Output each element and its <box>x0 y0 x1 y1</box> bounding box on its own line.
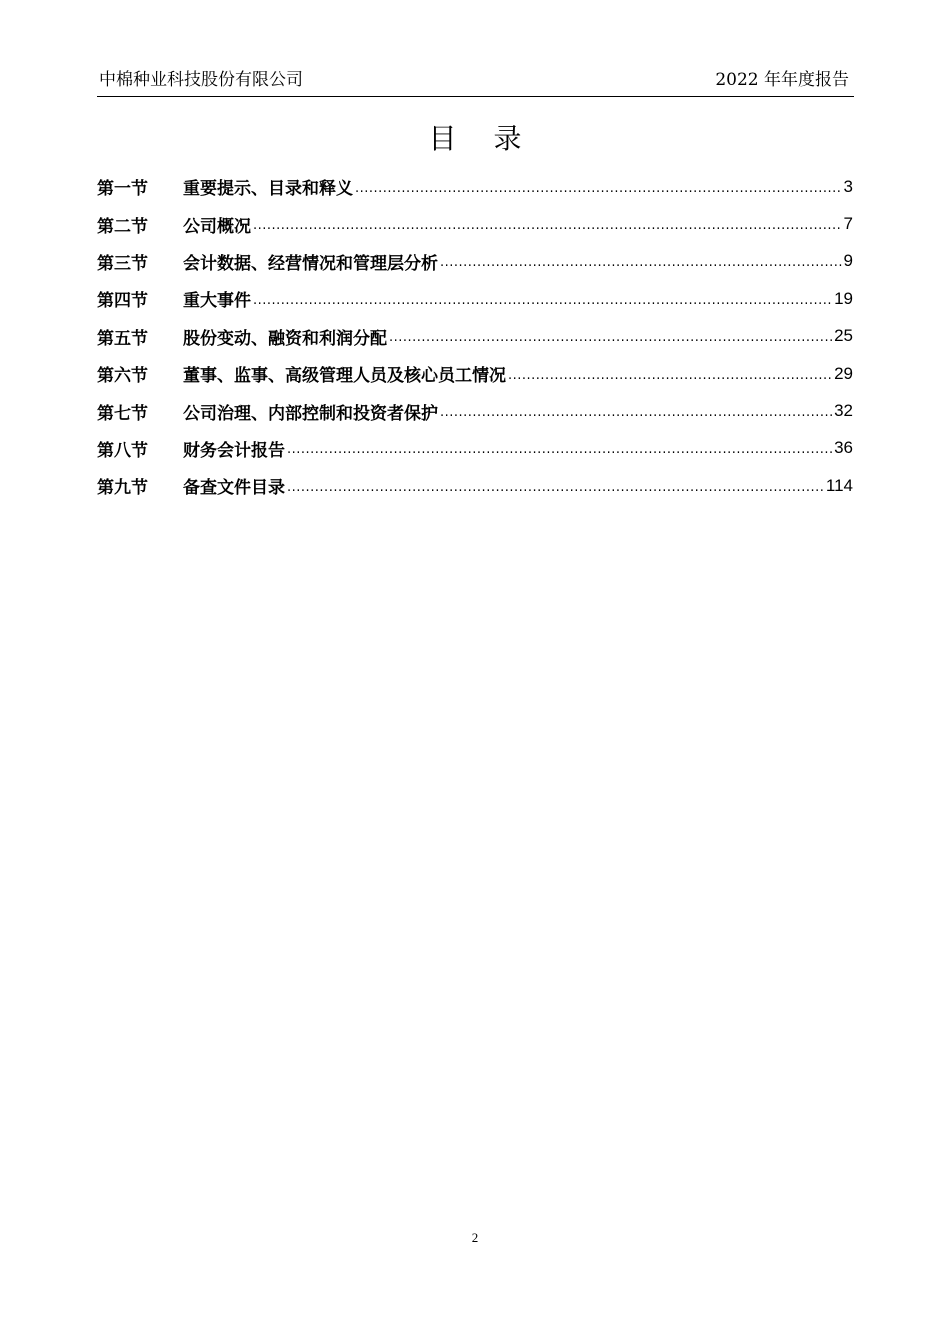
toc-section-number: 第一节 <box>97 179 148 200</box>
report-title: 2022 年年度报告 <box>715 70 849 90</box>
toc-dot-leader <box>508 370 832 384</box>
toc-dot-leader <box>389 332 832 346</box>
toc-section-number: 第五节 <box>97 328 148 349</box>
toc-entry[interactable] <box>97 243 853 280</box>
toc-section-title: 重大事件 <box>183 291 251 312</box>
toc-section-title: 公司治理、内部控制和投资者保护 <box>183 403 438 424</box>
toc-entry[interactable] <box>97 355 853 392</box>
toc-entry[interactable] <box>97 392 853 429</box>
toc-section-number: 第四节 <box>97 291 148 312</box>
toc-section-number: 第九节 <box>97 478 148 499</box>
toc-page-number: 19 <box>834 288 853 308</box>
toc-page-number: 36 <box>834 438 853 458</box>
page-header <box>97 66 854 97</box>
toc-page-number: 114 <box>825 475 853 495</box>
toc-section-number: 第三节 <box>97 253 148 274</box>
toc-section-title: 重要提示、目录和释义 <box>183 179 353 200</box>
toc-entry[interactable] <box>97 318 853 355</box>
toc-section-title: 备查文件目录 <box>183 478 285 499</box>
page-number: 2 <box>471 1230 479 1245</box>
toc-section-number: 第八节 <box>97 440 148 461</box>
toc-entry[interactable] <box>97 168 853 205</box>
toc-page-number: 7 <box>843 214 853 234</box>
toc-title: 目 录 <box>428 122 536 155</box>
toc-dot-leader <box>440 407 832 421</box>
toc-page-number: 25 <box>834 326 853 346</box>
toc-dot-leader <box>253 220 842 234</box>
toc-page-number: 29 <box>834 363 853 383</box>
toc-entry[interactable] <box>97 430 853 467</box>
toc-dot-leader <box>287 482 824 496</box>
toc-dot-leader <box>287 444 832 458</box>
toc-page-number: 9 <box>843 251 853 271</box>
toc-section-title: 会计数据、经营情况和管理层分析 <box>183 253 438 274</box>
toc-section-number: 第七节 <box>97 403 148 424</box>
company-name: 中棉种业科技股份有限公司 <box>99 70 303 90</box>
toc-dot-leader <box>253 295 832 309</box>
table-of-contents <box>97 168 853 505</box>
toc-page-number: 32 <box>834 401 853 421</box>
toc-section-title: 公司概况 <box>183 216 251 237</box>
toc-dot-leader <box>440 257 842 271</box>
toc-section-title: 股份变动、融资和利润分配 <box>183 328 387 349</box>
toc-page-number: 3 <box>843 176 853 196</box>
toc-entry[interactable] <box>97 467 853 504</box>
toc-entry[interactable] <box>97 205 853 242</box>
toc-section-number: 第二节 <box>97 216 148 237</box>
toc-section-title: 董事、监事、高级管理人员及核心员工情况 <box>183 366 506 387</box>
toc-dot-leader <box>355 183 842 197</box>
toc-section-title: 财务会计报告 <box>183 440 285 461</box>
toc-entry[interactable] <box>97 280 853 317</box>
toc-section-number: 第六节 <box>97 366 148 387</box>
